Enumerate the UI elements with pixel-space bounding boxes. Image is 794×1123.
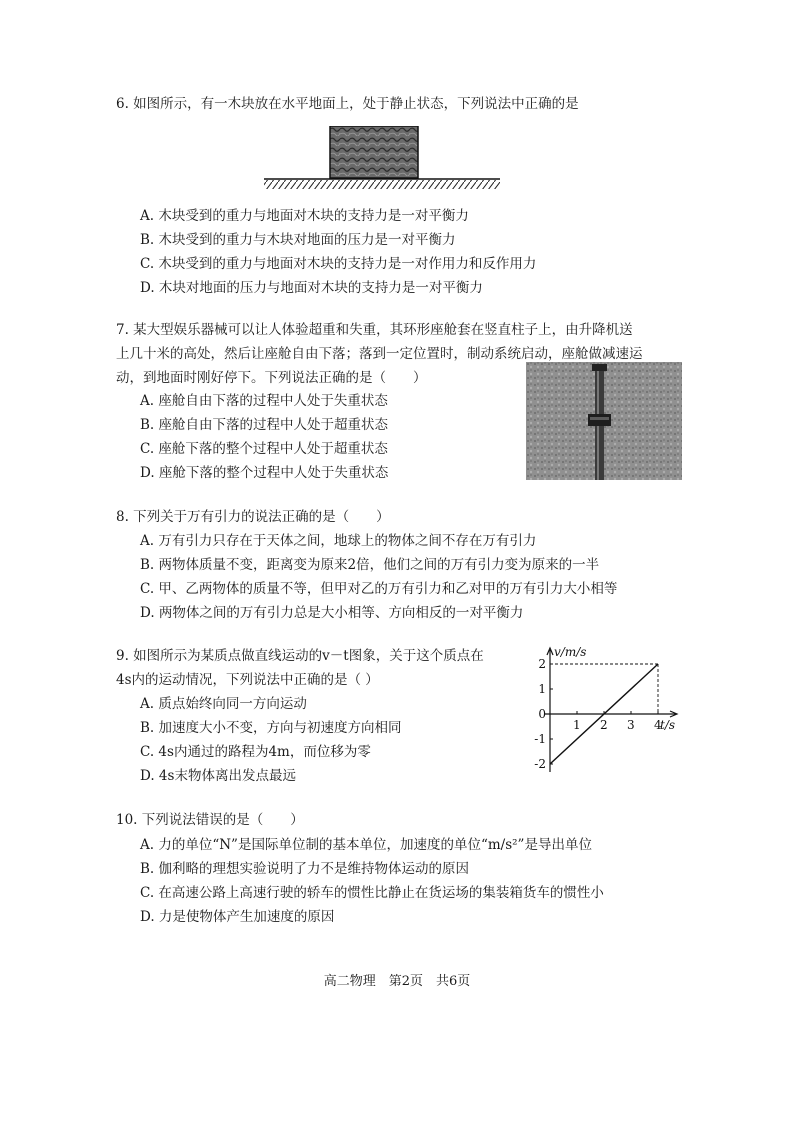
q10-stem: 10. 下列说法错误的是（ ） bbox=[116, 812, 304, 828]
q6-option-b: B. 木块受到的重力与木块对地面的压力是一对平衡力 bbox=[140, 232, 456, 248]
ground-hatch bbox=[264, 180, 500, 189]
q6-option-c: C. 木块受到的重力与地面对木块的支持力是一对作用力和反作用力 bbox=[140, 256, 537, 272]
q8-option-a: A. 万有引力只存在于天体之间，地球上的物体之间不存在万有引力 bbox=[140, 533, 537, 549]
q7-stem-line-2: 上几十米的高处，然后让座舱自由下落；落到一定位置时，制动系统启动，座舱做减速运 bbox=[116, 346, 643, 362]
q9-option-d: D. 4s末物体离出发点最远 bbox=[140, 768, 296, 784]
q10-option-b: B. 伽利略的理想实验说明了力不是维持物体运动的原因 bbox=[140, 861, 470, 877]
q8-option-d: D. 两物体之间的万有引力总是大小相等、方向相反的一对平衡力 bbox=[140, 605, 524, 621]
y-tick-label: 0 bbox=[538, 707, 546, 721]
q8-stem: 8. 下列关于万有引力的说法正确的是（ ） bbox=[116, 509, 390, 525]
vt-graph bbox=[530, 642, 686, 778]
v-axis-label: v/m/s bbox=[554, 645, 587, 659]
q9-option-b: B. 加速度大小不变，方向与初速度方向相同 bbox=[140, 720, 402, 736]
amusement-tower-photo bbox=[526, 362, 682, 480]
t-axis-label: t/s bbox=[660, 718, 676, 732]
y-tick-label: -2 bbox=[534, 757, 546, 771]
q9-stem-line-1: 9. 如图所示为某质点做直线运动的v－t图象，关于这个质点在 bbox=[116, 648, 484, 664]
q10-option-c: C. 在高速公路上高速行驶的轿车的惯性比静止在货运场的集装箱货车的惯性小 bbox=[140, 885, 604, 901]
y-tick-label: 2 bbox=[538, 657, 546, 671]
wood-block bbox=[330, 126, 418, 178]
q7-stem-line-3: 动，到地面时刚好停下。下列说法正确的是（ ） bbox=[116, 370, 427, 386]
q6-stem: 6. 如图所示，有一木块放在水平地面上，处于静止状态，下列说法中正确的是 bbox=[116, 96, 579, 112]
q7-stem-line-1: 7. 某大型娱乐器械可以让人体验超重和失重，其环形座舱套在竖直柱子上，由升降机送 bbox=[116, 322, 633, 338]
q7-option-a: A. 座舱自由下落的过程中人处于失重状态 bbox=[140, 393, 388, 409]
q7-option-b: B. 座舱自由下落的过程中人处于超重状态 bbox=[140, 417, 389, 433]
q9-option-c: C. 4s内通过的路程为4m，而位移为零 bbox=[140, 744, 371, 760]
q8-option-b: B. 两物体质量不变，距离变为原来2倍，他们之间的万有引力变为原来的一半 bbox=[140, 557, 600, 573]
x-tick-label: 1 bbox=[573, 718, 581, 732]
x-tick-label: 2 bbox=[600, 718, 608, 732]
x-tick-label: 3 bbox=[627, 718, 635, 732]
q10-option-d: D. 力是使物体产生加速度的原因 bbox=[140, 909, 335, 925]
q6-option-d: D. 木块对地面的压力与地面对木块的支持力是一对平衡力 bbox=[140, 280, 483, 296]
page-footer: 高二物理 第2页 共6页 bbox=[323, 974, 471, 989]
q9-option-a: A. 质点始终向同一方向运动 bbox=[140, 696, 307, 712]
q7-option-c: C. 座舱下落的整个过程中人处于超重状态 bbox=[140, 441, 388, 457]
y-tick-label: -1 bbox=[534, 732, 546, 746]
q8-option-c: C. 甲、乙两物体的质量不等，但甲对乙的万有引力和乙对甲的万有引力大小相等 bbox=[140, 581, 618, 597]
y-tick-label: 1 bbox=[538, 682, 546, 696]
q7-option-d: D. 座舱下落的整个过程中人处于失重状态 bbox=[140, 465, 389, 481]
x-tick-label: 4 bbox=[654, 718, 662, 732]
ring-cabin bbox=[588, 414, 611, 426]
wood-block-figure bbox=[260, 126, 504, 192]
q6-option-a: A. 木块受到的重力与地面对木块的支持力是一对平衡力 bbox=[140, 208, 469, 224]
q10-option-a: A. 力的单位“N”是国际单位制的基本单位，加速度的单位“m/s²”是导出单位 bbox=[140, 837, 592, 853]
q9-stem-line-2: 4s内的运动情况，下列说法中正确的是（ ） bbox=[116, 672, 379, 688]
